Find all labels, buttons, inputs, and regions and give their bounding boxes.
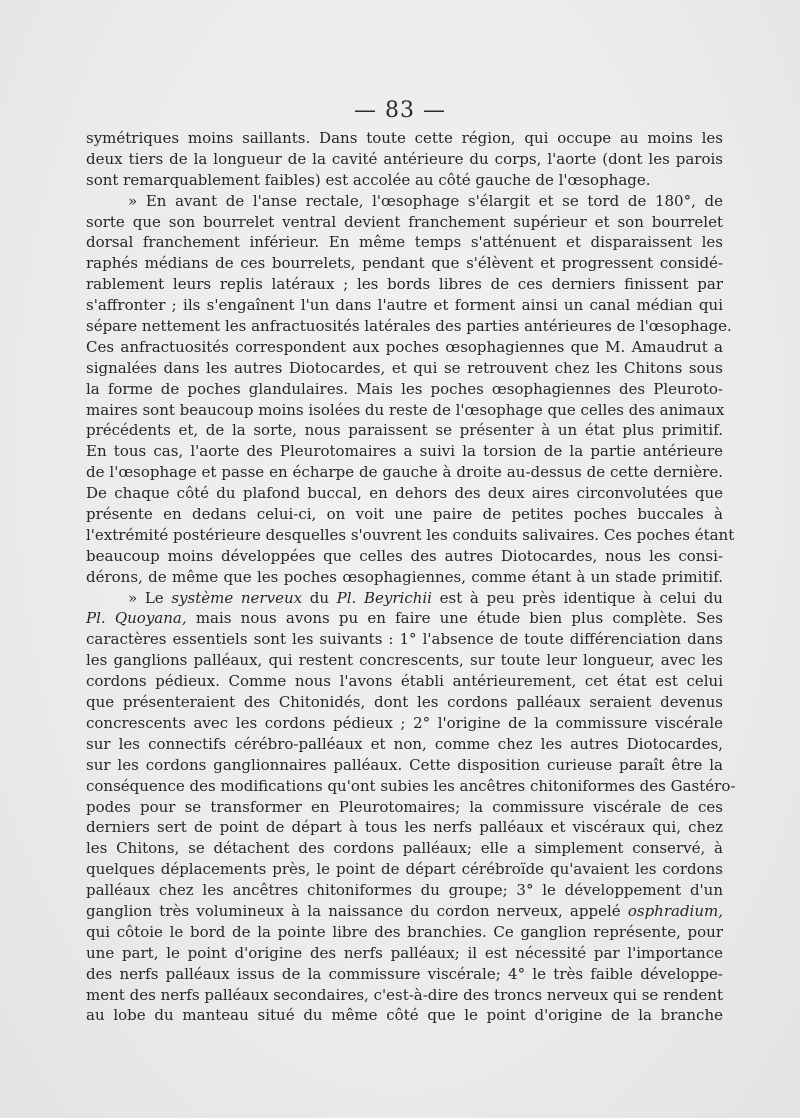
- text-line: sur les connectifs cérébro-palléaux et non, comme chez les autres Diotocardes,: [86, 734, 723, 753]
- text-line: quelques déplacements près, le point de départ cérébroïde qu'avaient les cordons: [86, 860, 723, 879]
- body-text: [86, 128, 736, 1026]
- text-span: est à peu près identique à celui du: [431, 588, 723, 607]
- text-line: derniers sert de point de départ à tous les nerfs palléaux et viscéraux qui, chez: [86, 818, 723, 837]
- text-line: sépare nettement les anfractuosités latérales des parties antérieures de l'œsophage.: [86, 317, 732, 336]
- paragraph-1: [86, 128, 735, 588]
- text-line: au lobe du manteau situé du même côté que le point d'origine de la branche: [86, 1006, 723, 1025]
- text-line: En tous cas, l'aorte des Pleurotomaires a suivi la torsion de la partie antérieure: [86, 442, 723, 461]
- text-line: concrescents avec les cordons pédieux ; 2° l'origine de la commissure viscérale: [86, 713, 723, 732]
- text-line: [86, 588, 723, 609]
- italic-term: osphradium,: [627, 901, 723, 920]
- text-line: cordons pédieux. Comme nous l'avons établi antérieurement, cet état est celui: [86, 672, 723, 691]
- text-line: qui côtoie le bord de la pointe libre des branchies. Ce ganglion représente, pour: [86, 922, 723, 941]
- text-span: du: [302, 588, 337, 607]
- text-line: signalées dans les autres Diotocardes, et qui se retrouvent chez les Chitons sous: [86, 358, 723, 377]
- text-line: la forme de poches glandulaires. Mais les poches œsophagiennes des Pleuroto-: [86, 379, 723, 398]
- text-line: conséquence des modifications qu'ont subies les ancêtres chitoniformes des Gastéro-: [86, 776, 736, 795]
- text-span: » Le: [128, 588, 172, 607]
- text-line: raphés médians de ces bourrelets, pendant que s'élèvent et progressent considé-: [86, 254, 723, 273]
- text-line: Ces anfractuosités correspondent aux poches œsophagiennes que M. Amaudrut a: [86, 337, 723, 356]
- text-line: les Chitons, se détachent des cordons palléaux; elle a simplement conservé, à: [86, 839, 723, 858]
- text-line: que présenteraient des Chitonidés, dont les cordons palléaux seraient devenus: [86, 693, 723, 712]
- text-line: caractères essentiels sont les suivants : 1° l'absence de toute différenciation dans: [86, 630, 723, 649]
- paragraph-2: [86, 629, 736, 901]
- text-line: de l'œsophage et passe en écharpe de gauche à droite au-dessus de cette dernière.: [86, 463, 723, 482]
- text-line: rablement leurs replis latéraux ; les bords libres de ces derniers finissent par: [86, 275, 723, 294]
- text-line: présente en dedans celui-ci, on voit une paire de petites poches buccales à: [86, 505, 723, 524]
- text-line: symétriques moins saillants. Dans toute cette région, qui occupe au moins les: [86, 129, 723, 147]
- text-span: mais nous avons pu en faire une étude bien plus complète. Ses: [186, 609, 723, 628]
- text-line: s'affronter ; ils s'engaînent l'un dans l'autre et forment ainsi un canal médian qui: [86, 296, 723, 315]
- italic-term: système nerveux: [171, 588, 303, 607]
- text-line: dorsal franchement inférieur. En même temps s'atténuent et disparaissent les: [86, 233, 723, 252]
- text-line: sont remarquablement faibles) est accolée au côté gauche de l'œsophage.: [86, 170, 651, 189]
- text-span: ganglion très volumineux à la naissance du cordon nerveux, appelé: [86, 901, 628, 920]
- text-line: maires sont beaucoup moins isolées du reste de l'œsophage que celles des animaux: [86, 400, 725, 419]
- text-line: sorte que son bourrelet ventral devient franchement supérieur et son bourrelet: [86, 212, 723, 231]
- text-line: podes pour se transformer en Pleurotomaires; la commissure viscérale de ces: [86, 797, 723, 816]
- text-line: des nerfs palléaux issus de la commissure viscérale; 4° le très faible développe-: [86, 964, 723, 983]
- text-line: De chaque côté du plafond buccal, en dehors des deux aires circonvolutées que: [86, 484, 723, 503]
- italic-species: Pl. Quoyana,: [86, 609, 187, 628]
- text-line: beaucoup moins développées que celles des autres Diotocardes, nous les consi-: [86, 546, 723, 565]
- text-line: l'extrémité postérieure desquelles s'ouvrent les conduits salivaires. Ces poches étant: [86, 525, 735, 544]
- text-line: [86, 901, 723, 922]
- text-line: [86, 608, 723, 629]
- text-line: les ganglions palléaux, qui restent concrescents, sur toute leur longueur, avec les: [86, 651, 723, 670]
- text-line: palléaux chez les ancêtres chitoniformes du groupe; 3° le développement d'un: [86, 881, 723, 900]
- text-line: deux tiers de la longueur de la cavité antérieure du corps, l'aorte (dont les parois: [86, 149, 723, 168]
- text-line: une part, le point d'origine des nerfs palléaux; il est nécessité par l'importance: [86, 943, 723, 962]
- italic-species: Pl. Beyrichii: [336, 588, 432, 607]
- text-line: sur les cordons ganglionnaires palléaux. Cette disposition curieuse paraît être la: [86, 755, 723, 774]
- paragraph-3: [86, 922, 723, 1026]
- text-line: ment des nerfs palléaux secondaires, c'est-à-dire des troncs nerveux qui se rendent: [86, 985, 723, 1004]
- text-line: dérons, de même que les poches œsophagiennes, comme étant à un stade primitif.: [86, 567, 723, 586]
- text-line: précédents et, de la sorte, nous paraissent se présenter à un état plus primitif.: [86, 421, 723, 440]
- page-number: — 83 —: [354, 98, 446, 123]
- text-line: » En avant de l'anse rectale, l'œsophage s'élargit et se tord de 180°, de: [128, 191, 723, 210]
